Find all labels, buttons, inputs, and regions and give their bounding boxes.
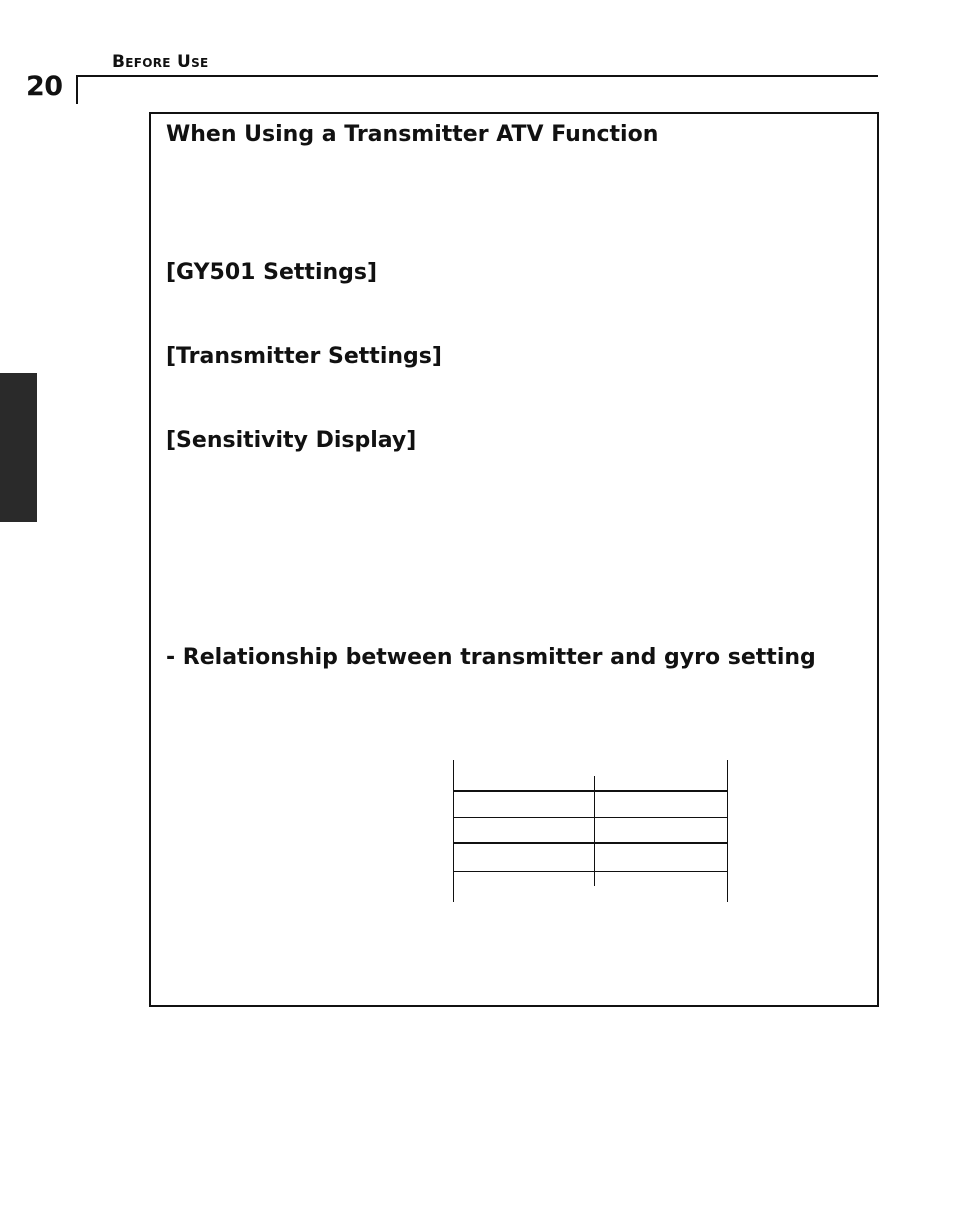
subheading-gy501-settings: [GY501 Settings]	[166, 260, 378, 285]
header-tick-mark	[76, 75, 78, 104]
table-left-border	[453, 760, 454, 902]
table-row-divider	[453, 842, 728, 844]
table-column-divider	[594, 776, 595, 886]
section-title-atv-function: When Using a Transmitter ATV Function	[166, 122, 659, 147]
section-header-title: Before Use	[112, 52, 209, 72]
subheading-transmitter-settings: [Transmitter Settings]	[166, 344, 442, 369]
chapter-side-tab	[0, 373, 37, 522]
header-rule	[76, 75, 878, 77]
subheading-relationship: - Relationship between transmitter and gyro setting	[166, 645, 816, 670]
table-row-divider	[453, 817, 728, 818]
table-row-divider	[453, 790, 728, 792]
page-number: 20	[26, 71, 63, 102]
settings-relationship-table	[453, 760, 729, 902]
table-row-divider	[453, 871, 728, 872]
subheading-sensitivity-display: [Sensitivity Display]	[166, 428, 417, 453]
table-right-border	[727, 760, 728, 902]
